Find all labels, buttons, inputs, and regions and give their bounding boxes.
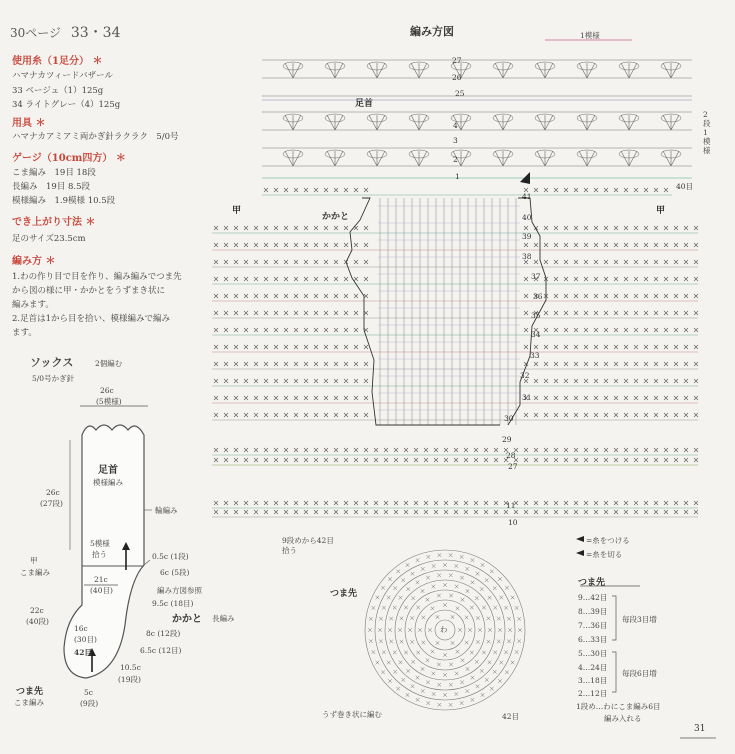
gauge-line-1: こま編み 19目 18段	[12, 168, 96, 178]
toe-row-1: 1段め…わにこま編み6目	[576, 702, 661, 711]
body-row-number: 37	[531, 272, 541, 281]
size-title: でき上がり寸法	[12, 217, 82, 228]
method-title: 編み方	[12, 256, 42, 267]
toe-row-5: 5…30目	[578, 649, 608, 658]
chart-instep-left: 甲	[232, 206, 242, 216]
toe-chart-title: つま先	[330, 589, 358, 599]
sock-top-width: 26c	[100, 386, 114, 395]
body-row-number: 38	[522, 252, 532, 261]
chart-row40-stitches: 40目	[676, 182, 694, 191]
sock-c16: 16c	[74, 624, 88, 633]
ankle-pattern-top	[262, 60, 692, 100]
sock-toe-stitch: こま編み	[14, 698, 44, 707]
method-line-5: ます。	[12, 328, 37, 338]
heel-columns	[378, 198, 520, 425]
sock-left22: 22c	[30, 606, 44, 615]
toe-row-3: 3…18目	[578, 676, 608, 685]
size-mark: ＊	[85, 217, 96, 228]
sock-c105: 10.5c	[120, 663, 141, 672]
chart-pickup-2: 拾う	[282, 546, 297, 555]
body-row-number: 31	[522, 393, 532, 402]
row-number-27-top: 27	[452, 56, 462, 65]
method-mark: ＊	[45, 256, 56, 267]
body-row-number: 27	[508, 462, 518, 471]
toe-row-6: 6…33目	[578, 635, 608, 644]
toe-chart-center: わ	[440, 625, 448, 634]
sock-heel-label: かかと	[172, 614, 202, 625]
method-line-2: から図の様に甲・かかとをうずまき状に	[12, 286, 166, 296]
body-row-number: 40	[522, 213, 532, 222]
heel-outline-left	[346, 198, 500, 425]
row-number-4: 4	[453, 121, 458, 130]
legend-cut: =糸を切る	[586, 550, 623, 559]
body-row-number: 11	[506, 501, 516, 510]
sock-pickup: 拾う	[92, 550, 107, 559]
chart-heel: かかと	[322, 212, 350, 222]
toe-row-1b: 編み入れる	[604, 714, 642, 723]
toe-row-7: 7…36目	[578, 621, 608, 630]
sock-toe-label: つま先	[16, 687, 44, 697]
tools-line: ハマナカアミアミ両かぎ針ラクラク 5/0号	[12, 132, 179, 142]
sock-c16b: (30目)	[74, 635, 97, 644]
body-row-number: 35	[531, 311, 541, 320]
socks-subtitle: 2個編む	[95, 359, 123, 368]
sock-c105b: (19段)	[118, 675, 141, 684]
sock-left-height: 26c	[46, 488, 60, 497]
sock-c8: 8c (12段)	[146, 629, 181, 638]
sock-c65: 6.5c (12目)	[140, 646, 182, 655]
chart-instep-right: 甲	[656, 206, 666, 216]
toe-inc-b: 毎段6目増	[622, 669, 657, 678]
chart-ankle-label: 足首	[355, 99, 374, 109]
item-numbers: 33・34	[70, 25, 121, 41]
row-number-1: 1	[455, 172, 460, 181]
toe-row-8: 8…39目	[578, 607, 608, 616]
body-row-number: 32	[520, 371, 530, 380]
body-row-number: 34	[531, 330, 541, 339]
method-line-1: 1.わの作り目で目を作り、編み編みでつま先	[12, 272, 182, 282]
sock-instep-stitch: こま編み	[20, 568, 50, 577]
toe-table-title: つま先	[578, 578, 606, 588]
yarn-brand: ハマナカツィードバザール	[12, 71, 113, 81]
toe-row-4: 4…24目	[578, 663, 608, 672]
sock-c95: 9.5c (18目)	[152, 599, 194, 608]
attach-yarn-mark	[576, 536, 584, 542]
sock-top-pattern: (5模様)	[96, 397, 122, 406]
fan-motifs	[283, 62, 681, 166]
sock-rib-label: 輪編み	[155, 506, 178, 515]
sock-heel-stitch: 長編み	[212, 614, 235, 623]
sock-c42: 42目	[74, 648, 92, 657]
gauge-line-2: 長編み 19目 8.5段	[12, 182, 91, 192]
size-line: 足のサイズ23.5cm	[12, 234, 86, 244]
toe-row-9: 9…42目	[578, 593, 608, 602]
chart-pickup: 9段めから42目	[282, 536, 334, 545]
yarn-mark: ＊	[92, 56, 103, 67]
gauge-title: ゲージ（10cm四方）	[12, 153, 113, 164]
sock-chart-ref: 編み方図参照	[157, 586, 202, 595]
body-row-number: 29	[502, 435, 512, 444]
body-row-number: 28	[506, 451, 516, 460]
body-rows	[212, 188, 698, 517]
body-row-number: 36	[533, 292, 543, 301]
row-number-2: 2	[453, 155, 458, 164]
tools-title: 用具	[12, 118, 32, 129]
chart-repeat-label: 2段1模様	[703, 110, 711, 155]
sock-c6: 6c (5段)	[160, 568, 190, 577]
chart-pattern-label: 1模様	[580, 31, 600, 40]
yarn-line-34: 34 ライトグレー（4）125g	[12, 100, 121, 110]
yarn-title: 使用糸（1足分）	[12, 56, 89, 67]
sock-left22b: (40段)	[26, 617, 49, 626]
body-row-number: 33	[530, 351, 540, 360]
legend-attach: =糸をつける	[586, 536, 630, 545]
toe-chart-stitches: 42目	[502, 712, 520, 721]
toe-chart-caption: うず巻き状に編む	[322, 710, 382, 719]
toe-inc-a: 毎段3目増	[622, 615, 657, 624]
socks-hook: 5/0号かぎ針	[32, 374, 75, 383]
sock-c5: 5c	[84, 688, 93, 697]
method-line-4: 2.足首は1から目を拾い、模様編みで編み	[12, 314, 171, 324]
body-row-number: 30	[504, 414, 514, 423]
socks-title: ソックス	[30, 356, 74, 369]
sock-pattern-pickup: 5模様	[90, 539, 110, 548]
page-ref-text: 30ページ	[10, 26, 62, 40]
sock-instep-label: 甲	[30, 556, 38, 565]
body-row-number: 41	[522, 192, 532, 201]
sock-mid-width: 21c	[94, 575, 108, 584]
gauge-line-3: 模様編み 1.9模様 10.5段	[12, 196, 116, 206]
body-row-number: 39	[522, 232, 532, 241]
method-line-3: 編みます。	[12, 300, 54, 310]
row-number-25-top: 25	[455, 89, 465, 98]
yarn-line-33: 33 ベージュ（1）125g	[12, 86, 104, 96]
toe-row-2: 2…12目	[578, 689, 608, 698]
cut-yarn-mark	[576, 550, 584, 556]
sock-mid-stitches: (40目)	[90, 586, 113, 595]
row-number-26-top: 26	[452, 73, 462, 82]
body-row-number: 10	[508, 518, 518, 527]
chart-title: 編み方図	[410, 25, 454, 38]
row-number-3: 3	[453, 136, 458, 145]
sock-ankle-stitch: 模様編み	[93, 478, 123, 487]
sock-ankle-label: 足首	[98, 465, 118, 476]
tools-mark: ＊	[35, 118, 46, 129]
page-number: 31	[694, 724, 706, 734]
sock-left-rows: (27段)	[40, 499, 63, 508]
sock-c05: 0.5c (1段)	[152, 552, 189, 561]
sock-c5b: (9段)	[80, 699, 99, 708]
gauge-mark: ＊	[115, 153, 126, 164]
